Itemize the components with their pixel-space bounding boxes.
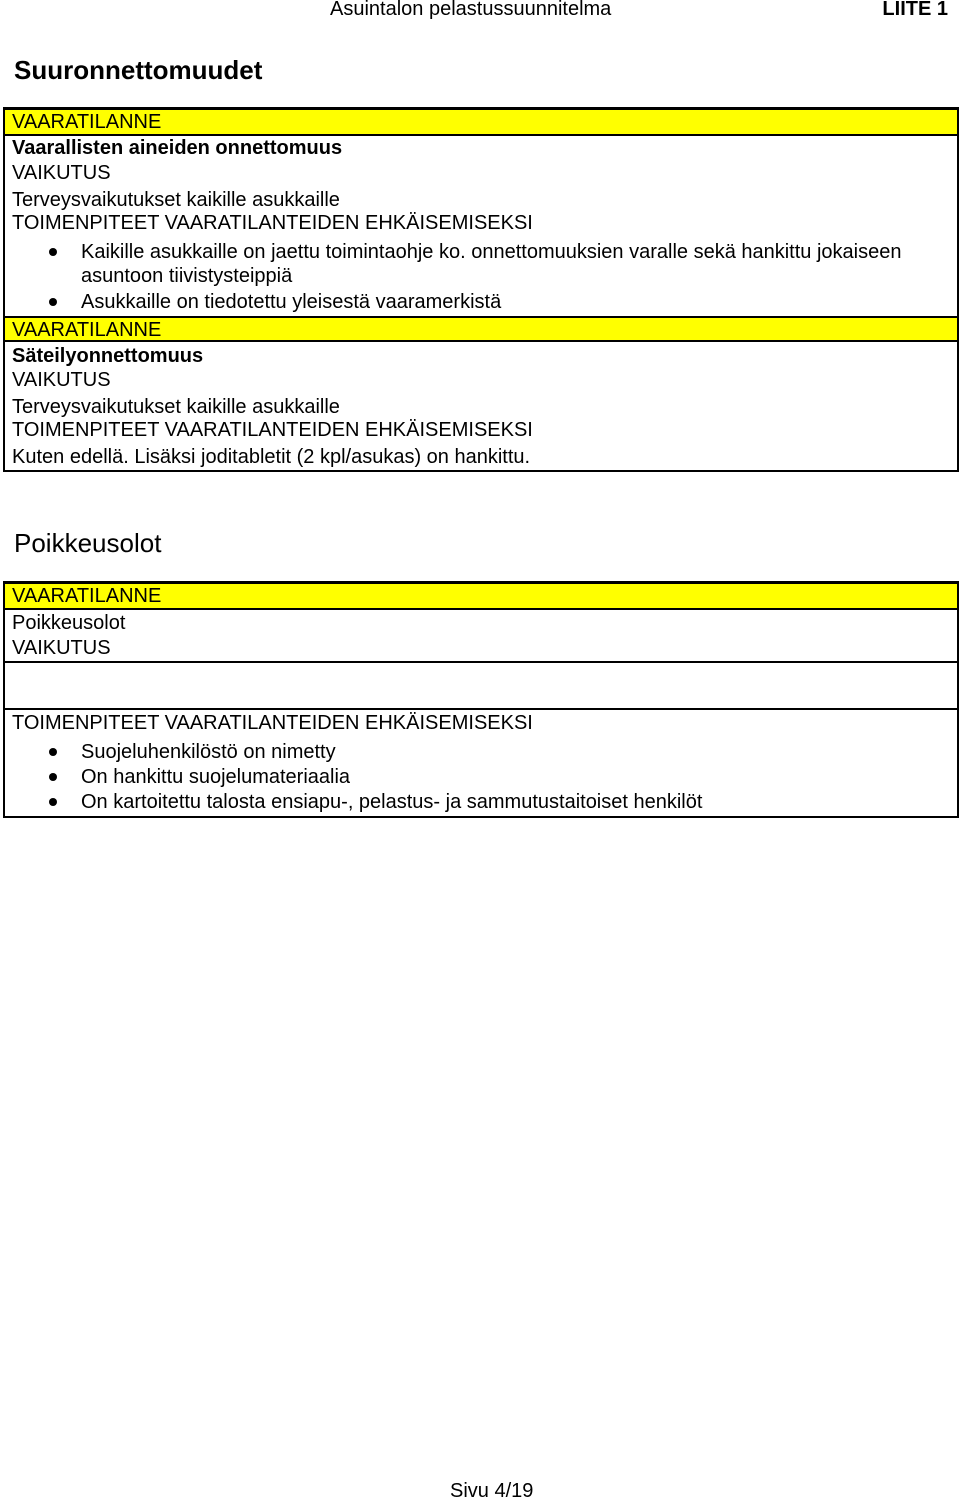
vaikutus-value: Terveysvaikutukset kaikille asukkaille [12,396,340,418]
bullet-icon [49,748,57,756]
hazard-table-suuronnettomuudet [3,107,959,472]
vaikutus-label: VAIKUTUS [12,637,111,659]
vaaratilanne-header: VAARATILANNE [5,318,957,342]
vaaratilanne-header: VAARATILANNE [5,110,957,136]
vaikutus-label: VAIKUTUS [12,162,111,184]
section-title-suuronnettomuudet: Suuronnettomuudet [14,55,263,85]
vaikutus-label: VAIKUTUS [12,369,111,391]
divider [5,708,957,710]
vaaratilanne-value: Poikkeusolot [12,612,126,634]
toimenpiteet-text: Kuten edellä. Lisäksi joditabletit (2 kpl/asukas) on hankittu. [12,446,531,468]
vaaratilanne-value: Vaarallisten aineiden onnettomuus [12,137,343,159]
hazard-table-poikkeusolot [3,581,959,818]
toimenpiteet-label: TOIMENPITEET VAARATILANTEIDEN EHKÄISEMISEKSI [12,212,533,234]
toimenpiteet-label: TOIMENPITEET VAARATILANTEIDEN EHKÄISEMISEKSI [12,419,533,441]
list-item-text: Asukkaille on tiedotettu yleisestä vaaramerkistä [81,291,502,313]
list-item-text: On hankittu suojelumateriaalia [81,766,351,788]
bullet-icon [49,798,57,806]
vaaratilanne-value: Säteilyonnettomuus [12,345,204,367]
vaikutus-value: Terveysvaikutukset kaikille asukkaille [12,189,340,211]
bullet-icon [49,248,57,256]
page-number: Sivu 4/19 [450,1480,534,1502]
toimenpiteet-label: TOIMENPITEET VAARATILANTEIDEN EHKÄISEMISEKSI [12,712,533,734]
bullet-icon [49,298,57,306]
divider [5,661,957,663]
section-title-poikkeusolot: Poikkeusolot [14,528,162,558]
list-item-text: On kartoitettu talosta ensiapu-, pelastus- ja sammutustaitoiset henkilöt [81,791,703,813]
bullet-icon [49,773,57,781]
vaaratilanne-header: VAARATILANNE [5,584,957,610]
list-item-text: Kaikille asukkaille on jaettu toimintaohje ko. onnettomuuksien varalle sekä hankittu jokaiseen asuntoon tiivistysteippiä [81,241,902,287]
appendix-label: LIITE 1 [882,0,948,20]
list-item-text: Suojeluhenkilöstö on nimetty [81,741,336,763]
document-title: Asuintalon pelastussuunnitelma [330,0,612,20]
